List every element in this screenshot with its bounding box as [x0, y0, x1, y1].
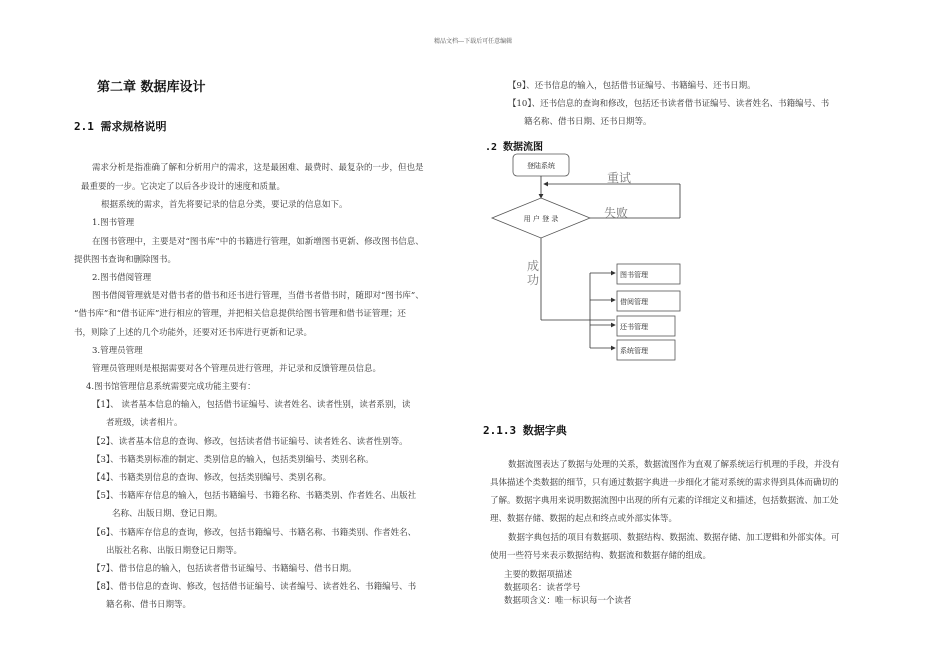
list-item: 【3】、书籍类别标准的制定、类别信息的输入，包括类别编号、类别名称。 [92, 455, 374, 465]
paragraph-heading: 2.图书借阅管理 [92, 273, 152, 283]
success-label-1: 成 [527, 259, 540, 273]
data-flow-diagram [480, 150, 700, 365]
paragraph: 在图书管理中，主要是对“图书库”中的书籍进行管理，如新增图书更新、修改图书信息、 [92, 237, 424, 247]
box-label: 还书管理 [620, 323, 648, 331]
page-header: 精品文档---下载后可任意编辑 [434, 38, 513, 45]
paragraph-heading: 1.图书管理 [92, 218, 135, 228]
item-desc-meaning: 数据项含义：唯一标识每一个读者 [504, 596, 632, 606]
list-item: 【6】、书籍库存信息的查询，修改，包括书籍编号、书籍名称、书籍类别、作者姓名、 [92, 528, 417, 538]
fail-label: 失败 [604, 206, 629, 220]
list-item: 籍名称、借书日期等。 [106, 600, 192, 610]
list-item: 【8】、借书信息的查询、修改，包括借书证编号、读者编号、读者姓名、书籍编号、书 [92, 582, 417, 592]
list-item: 者班级，读者相片。 [106, 418, 183, 428]
paragraph: 使用一些符号来表示数据结构、数据流和数据存储的组成。 [490, 551, 712, 561]
paragraph: 管理员管理则是根据需要对各个管理员进行管理，并记录和反馈管理员信息。 [92, 364, 382, 374]
paragraph: 数据流图表达了数据与处理的关系，数据流图作为直观了解系统运行机理的手段，并没有 [508, 460, 840, 470]
list-item: 【7】、借书信息的输入，包括读者借书证编号、书籍编号、借书日期。 [92, 564, 357, 574]
paragraph: 提供图书查询和删除图书。 [74, 255, 177, 265]
success-label-2: 功 [527, 273, 540, 287]
paragraph: 最重要的一步。它决定了以后各步设计的速度和质量。 [81, 182, 286, 192]
paragraph: 图书借阅管理就是对借书者的借书和还书进行管理，当借书者借书时，随即对“图书库”、 [92, 291, 424, 301]
retry-label: 重试 [607, 171, 632, 185]
section-title-2-1-3: 2.1.3 数据字典 [483, 424, 567, 437]
paragraph: 书，则除了上述的几个功能外，还要对还书库进行更新和记录。 [74, 328, 313, 338]
box-label: 系统管理 [620, 347, 648, 355]
list-item: 名称、出版日期、登记日期。 [112, 509, 223, 519]
section-title-2-1: 2.1 需求规格说明 [74, 120, 167, 133]
paragraph: 了解。数据字典用来说明数据流图中出现的所有元素的详细定义和描述，包括数据流、加工处 [490, 496, 839, 506]
list-item: 出版社名称、出版日期登记日期等。 [106, 546, 243, 556]
item-desc-name: 数据项名：读者学号 [504, 583, 581, 593]
chapter-title: 第二章 数据库设计 [97, 80, 206, 95]
paragraph-heading: 3.管理员管理 [92, 346, 143, 356]
list-item: 籍名称、借书日期、还书日期等。 [524, 117, 652, 127]
list-item: 【2】、读者基本信息的查询、修改，包括读者借书证编号、读者姓名、读者性别等。 [92, 437, 408, 447]
paragraph: 根据系统的需求，首先将要记录的信息分类，要记录的信息如下。 [101, 200, 348, 210]
paragraph: 理、数据存储、数据的起点和终点或外部实体等。 [490, 514, 678, 524]
list-item: 【4】、书籍类别信息的查询、修改，包括类别编号、类别名称。 [92, 473, 332, 483]
paragraph: “借书库”和“借书证库”进行相应的管理，并把相关信息提供给图书管理和借书证管理；还 [74, 309, 406, 319]
list-item: 【9】、还书信息的输入，包括借书证编号、书籍编号、还书日期。 [508, 81, 756, 91]
paragraph-heading: 4.图书馆管理信息系统需要完成功能主要有： [86, 382, 256, 392]
start-label: 登陆系统 [527, 162, 555, 170]
list-item: 【10】、还书信息的查询和修改，包括还书读者借书证编号、读者姓名、书籍编号、书 [508, 99, 830, 109]
box-label: 借阅管理 [620, 298, 648, 306]
dfd-title: .2 数据流图 [485, 142, 544, 153]
list-item: 【5】、书籍库存信息的输入，包括书籍编号、书籍名称、书籍类别、作者姓名、出版社 [92, 491, 417, 501]
box-label: 图书管理 [620, 271, 648, 279]
list-item: 【1】、 读者基本信息的输入，包括借书证编号、读者姓名、读者性别，读者系别，读 [92, 400, 411, 410]
login-label: 用 户 登 录 [523, 215, 559, 223]
paragraph: 需求分析是指准确了解和分析用户的需求，这是最困难、最费时、最复杂的一步，但也是 [92, 163, 424, 173]
paragraph: 数据字典包括的项目有数据项、数据结构、数据流、数据存储、加工逻辑和外部实体。可 [508, 533, 840, 543]
paragraph: 具体描述个类数据的细节，只有通过数据字典进一步细化才能对系统的需求得到具体而确切的 [490, 478, 839, 488]
item-desc-heading: 主要的数据项描述 [504, 570, 573, 580]
